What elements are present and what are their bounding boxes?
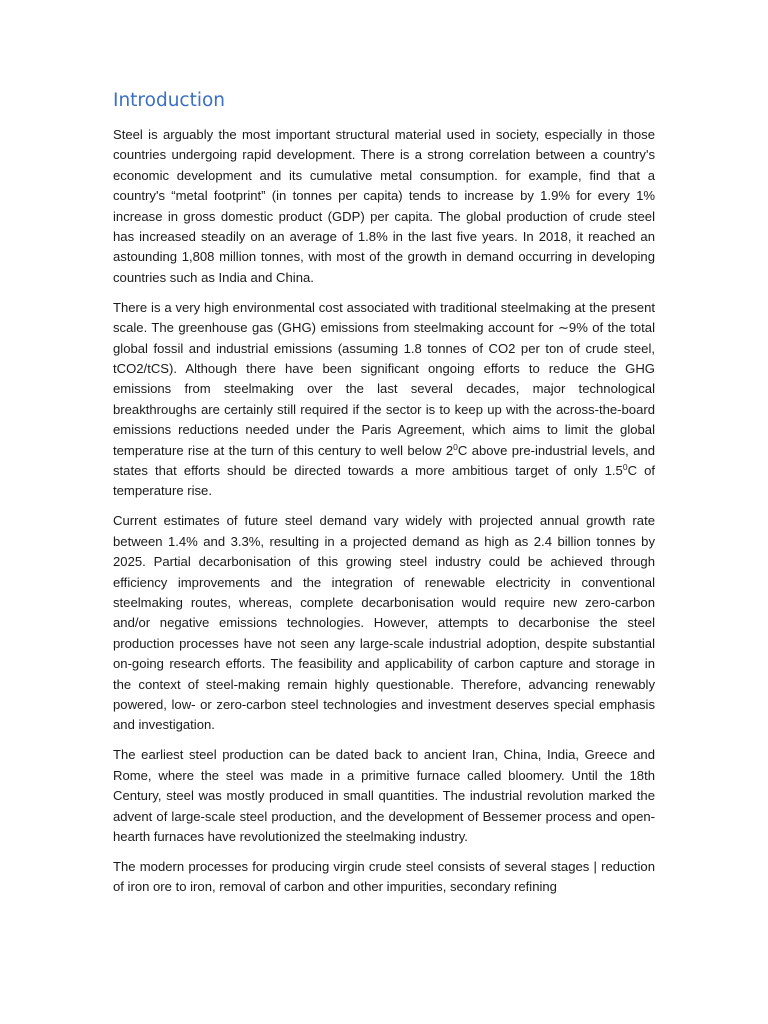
paragraph-2 xyxy=(113,298,655,502)
paragraph-2-text-c: C of temperature rise. xyxy=(113,463,655,499)
document-body xyxy=(113,90,655,907)
paragraph-2-text-b: C above pre-industrial levels, and states that efforts should be directed towards a more ambitious target of only 1.5 xyxy=(113,442,655,478)
paragraph-3: Current estimates of future steel demand vary widely with projected annual growth rate between 1.4% and 3.3%, resulting in a projected demand as high as 2.4 billion tonnes by 2025. Partial decarbonisation of this growing steel industry could be achieved through efficiency improvements and the integration of renewable electricity in conventional steelmaking routes, whereas, complete decarbonisation would require new zero-carbon and/or negative emissions technologies. However, attempts to decarbonise the steel production processes have not seen any large-scale industrial adoption, despite substantial on-going research efforts. The feasibility and applicability of carbon capture and storage in the context of steel-making remain highly questionable. Therefore, advancing renewably powered, low- or zero-carbon steel technologies and investment deserves special emphasis and investigation. xyxy=(113,513,655,733)
paragraph-4: The earliest steel production can be dated back to ancient Iran, China, India, Greece and Rome, where the steel was made in a primitive furnace called bloomery. Until the 18th Century, steel was mostly produced in small quantities. The industrial revolution marked the advent of large-scale steel production, and the development of Bessemer process and open-hearth furnaces have revolutionized the steelmaking industry. xyxy=(113,747,655,844)
paragraph-5: The modern processes for producing virgin crude steel consists of several stages | reduction of iron ore to iron, removal of carbon and other impurities, secondary refining xyxy=(113,858,655,895)
superscript-degree-2: 0 xyxy=(622,462,628,472)
section-heading: Introduction xyxy=(113,90,226,111)
superscript-degree-1: 0 xyxy=(453,441,458,452)
paragraph-1: Steel is arguably the most important structural material used in society, especially in those countries undergoing rapid development. There is a strong correlation between a country's economic development and its cumulative metal consumption. for example, find that a country's “metal footprint” (in tonnes per capita) tends to increase by 1.9% for every 1% increase in gross domestic product (GDP) per capita. The global production of crude steel has increased steadily on an average of 1.8% in the last five years. In 2018, it reached an astounding 1,808 million tonnes, with most of the growth in demand occurring in developing countries such as India and China. xyxy=(113,127,655,285)
paragraph-2-text-a: There is a very high environmental cost associated with traditional steelmaking at the present scale. The greenhouse gas (GHG) emissions from steelmaking account for ∼9% of the total global fossil and industrial emissions (assuming 1.8 tonnes of CO2 per ton of crude steel, tCO2/tCS). Although there have been significant ongoing efforts to reduce the GHG emissions from steelmaking over the last several decades, major technological breakthroughs are certainly still required if the sector is to keep up with the across-the-board emissions reductions needed under the Paris Agreement, which aims to limit the global temperature rise at the turn of this century to well below 2 xyxy=(113,299,655,458)
